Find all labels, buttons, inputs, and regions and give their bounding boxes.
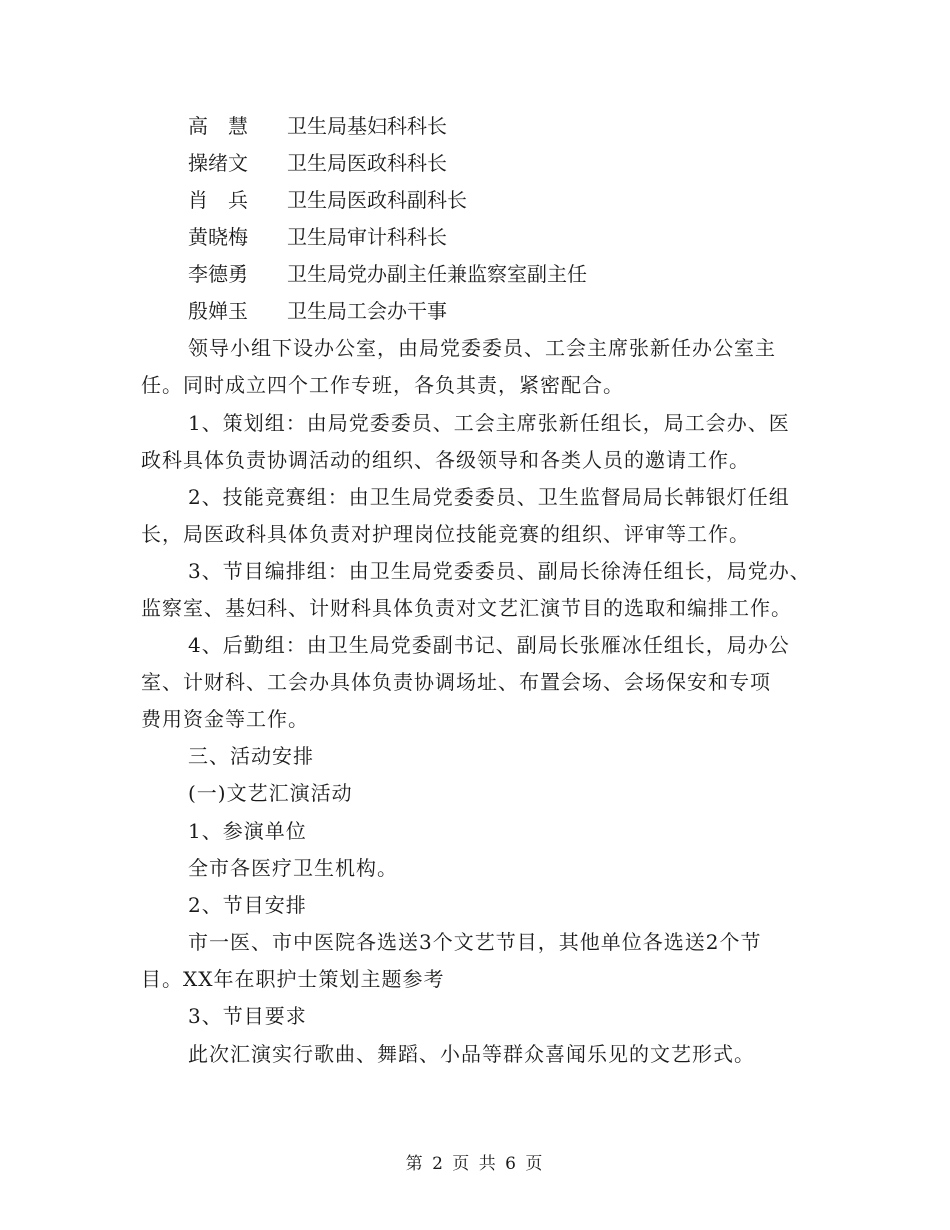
member-title: 卫生局审计科科长 [287, 225, 447, 249]
item-heading: 2、节目安排 [188, 893, 307, 917]
paragraph-line: 此次汇演实行歌曲、舞蹈、小品等群众喜闻乐见的文艺形式。 [188, 1042, 755, 1066]
section-heading: 三、活动安排 [188, 744, 314, 768]
member-title: 卫生局医政科副科长 [287, 188, 467, 212]
paragraph-line: 市一医、市中医院各选送3个文艺节目，其他单位各选送2个节 [188, 930, 762, 954]
member-title: 卫生局医政科科长 [287, 151, 447, 175]
paragraph-line: 全市各医疗卫生机构。 [188, 856, 398, 880]
paragraph-line: 领导小组下设办公室，由局党委委员、工会主席张新任办公室主 [188, 336, 776, 360]
paragraph-line: 3、节目编排组：由卫生局党委委员、副局长徐涛任组长，局党办、 [188, 559, 811, 583]
member-title: 卫生局基妇科科长 [287, 114, 447, 138]
paragraph-line: 长，局医政科具体负责对护理岗位技能竞赛的组织、评审等工作。 [141, 522, 750, 546]
paragraph-line: 政科具体负责协调活动的组织、各级领导和各类人员的邀请工作。 [141, 448, 750, 472]
paragraph-line: 2、技能竞赛组：由卫生局党委委员、卫生监督局局长韩银灯任组 [188, 485, 790, 509]
paragraph-line: 室、计财科、工会办具体负责协调场址、布置会场、会场保安和专项 [141, 670, 771, 694]
page-number-footer: 第 2 页 共 6 页 [405, 1154, 545, 1174]
paragraph-line: 目。XX年在职护士策划主题参考 [141, 967, 445, 991]
paragraph-line: 1、策划组：由局党委委员、工会主席张新任组长，局工会办、医 [188, 411, 790, 435]
member-name: 黄晓梅 [188, 225, 248, 249]
paragraph-line: 4、后勤组：由卫生局党委副书记、副局长张雁冰任组长，局办公 [188, 633, 790, 657]
paragraph-line: 监察室、基妇科、计财科具体负责对文艺汇演节目的选取和编排工作。 [141, 596, 792, 620]
member-title: 卫生局工会办干事 [287, 299, 447, 323]
member-name: 肖 兵 [188, 188, 248, 212]
item-heading: 3、节目要求 [188, 1004, 307, 1028]
paragraph-line: 费用资金等工作。 [141, 707, 309, 731]
item-heading: 1、参演单位 [188, 819, 307, 843]
member-name: 李德勇 [188, 262, 248, 286]
member-name: 高 慧 [188, 114, 248, 138]
member-name: 操绪文 [188, 151, 248, 175]
paragraph-line: 任。同时成立四个工作专班，各负其责，紧密配合。 [141, 373, 624, 397]
member-name: 殷婵玉 [188, 299, 248, 323]
subsection-heading: (一)文艺汇演活动 [188, 781, 353, 805]
member-title: 卫生局党办副主任兼监察室副主任 [287, 262, 587, 286]
